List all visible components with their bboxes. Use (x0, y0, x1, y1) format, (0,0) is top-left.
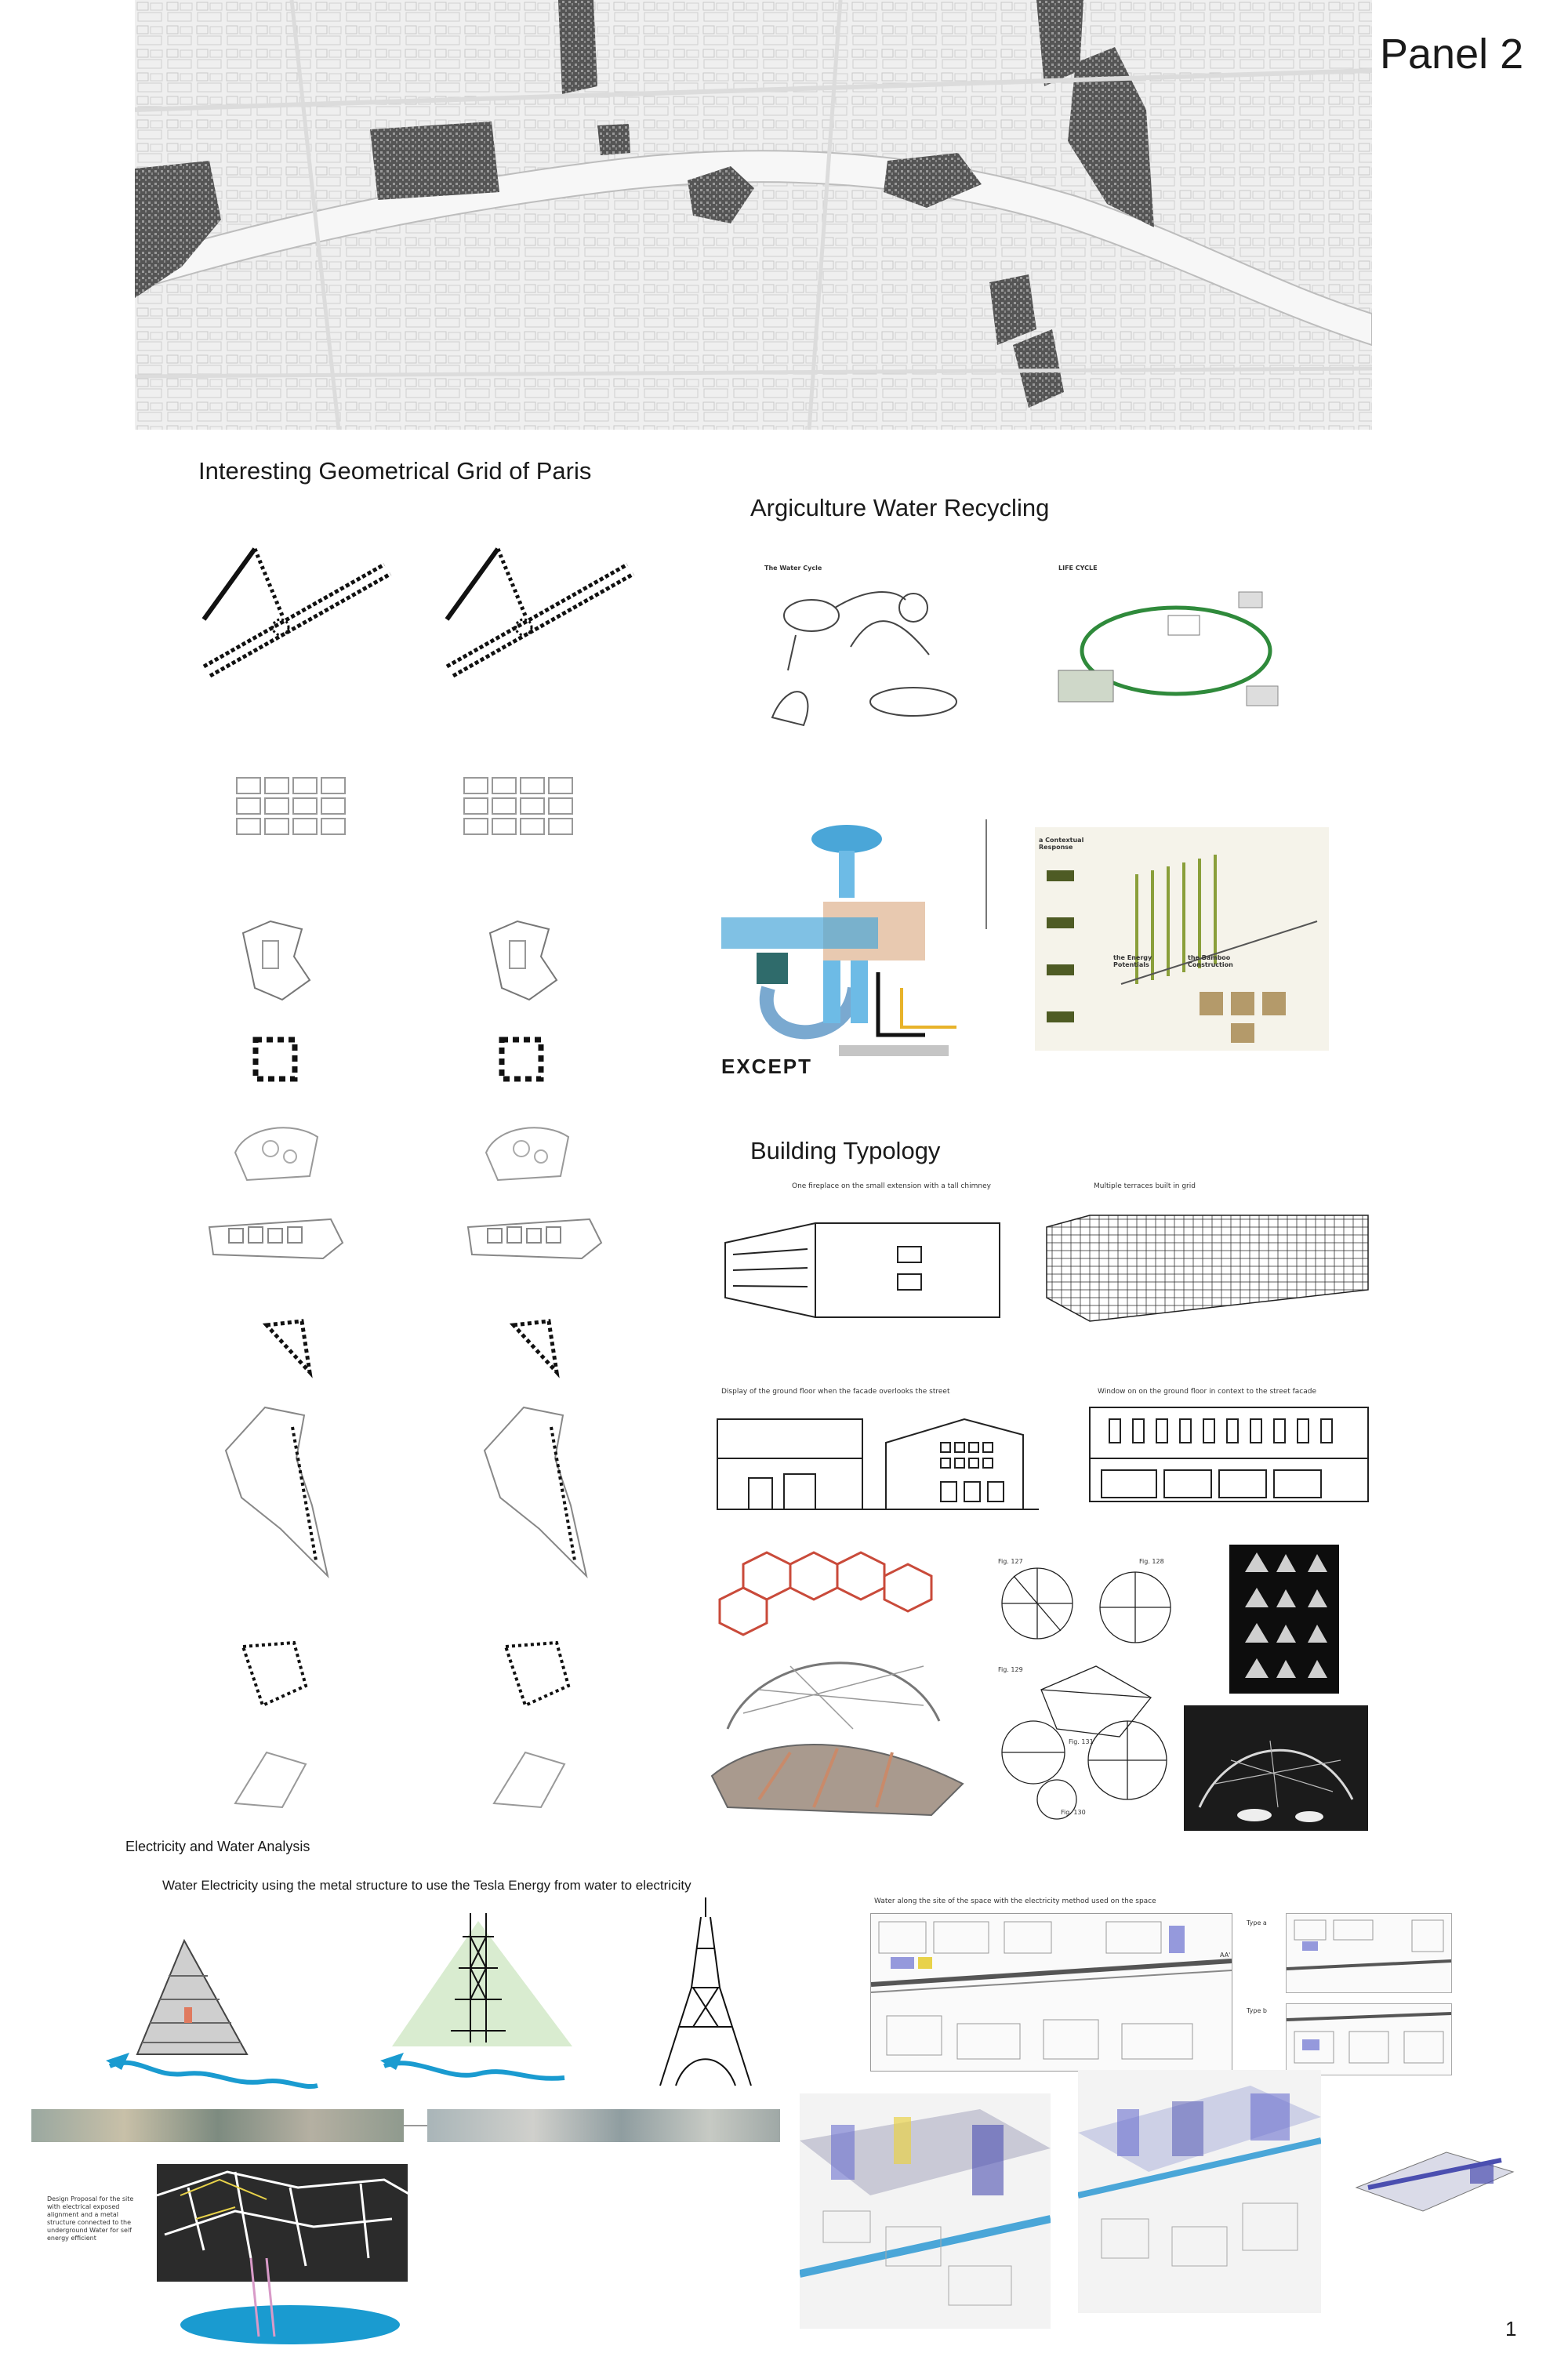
site-render-2 (1078, 2070, 1321, 2313)
site-render-2-drawing (1078, 2070, 1321, 2313)
dome-sketches-drawing (994, 1556, 1178, 1823)
electricity-title: Electricity and Water Analysis (125, 1839, 310, 1854)
street-photo-strip-right (427, 2109, 780, 2142)
grid-diagram-triangle-right (510, 1317, 564, 1380)
grid-diagram-outline-right (486, 917, 564, 1004)
except-logo: EXCEPT (721, 1055, 813, 1078)
site-plan-type-a (1286, 1913, 1452, 1993)
pyramid-diagram (106, 1921, 357, 2101)
design-proposal-figure (31, 2164, 447, 2352)
site-render-1 (800, 2093, 1051, 2329)
grid-diagram-square-right (495, 1033, 550, 1088)
section-mark: AA' (1220, 1952, 1231, 1959)
site-render-3-drawing (1352, 2144, 1517, 2215)
grid-diagram-long-left (218, 1403, 351, 1584)
dome-photo (1184, 1705, 1368, 1831)
green-pyramid-tower (376, 1905, 627, 2086)
site-caption: Water along the site of the space with the electricity method used on the space (874, 1897, 1156, 1905)
grid-diagram-fan-left (227, 1748, 314, 1811)
water-cycle-drawing (757, 561, 968, 733)
grid-diagram-blocks-left (235, 776, 353, 839)
strip-connector (404, 2125, 427, 2126)
type-a-label: Type a (1247, 1919, 1267, 1926)
typology-caption-c: Display of the ground floor when the facade overlooks the street (721, 1388, 950, 1396)
life-cycle-title: LIFE CYCLE (1058, 565, 1098, 572)
grid-diagram-row-left (205, 1211, 347, 1266)
fig-label-128: Fig. 128 (1139, 1558, 1164, 1565)
bamboo-label-context: a Contextual Response (1039, 837, 1084, 851)
grid-diagram-square-left (249, 1033, 304, 1088)
grid-diagram-row-right (464, 1211, 605, 1266)
dark-model-grid (1229, 1545, 1339, 1694)
dark-model-grid-drawing (1229, 1545, 1339, 1694)
site-render-1-drawing (800, 2093, 1051, 2329)
eiffel-tower-drawing (644, 1894, 770, 2090)
fig-label-130: Fig. 130 (1061, 1809, 1086, 1816)
typology-caption-a: One fireplace on the small extension with a tall chimney (792, 1182, 991, 1190)
bamboo-drawing (1035, 827, 1329, 1051)
divider-line (985, 819, 987, 929)
grid-diagram-cluster-left (231, 1121, 325, 1184)
fig-label-131: Fig. 131 (1069, 1738, 1094, 1745)
grid-diagram-axis-right (439, 541, 690, 682)
grid-diagram-long-right (477, 1403, 610, 1584)
grid-diagram-axis-left (196, 541, 447, 682)
life-cycle-figure (1051, 561, 1294, 733)
page-number: 1 (1505, 2317, 1517, 2340)
street-photo-strip-left (31, 2109, 404, 2142)
life-cycle-drawing (1051, 561, 1294, 733)
typology-hex-structure (696, 1541, 994, 1839)
typology-building-b (1043, 1211, 1372, 1329)
water-system-diagram (721, 815, 980, 1082)
panel-title: Panel 2 (1380, 31, 1524, 78)
grid-diagram-corner-left (239, 1639, 318, 1709)
electricity-subtitle: Water Electricity using the metal structure to use the Tesla Energy from water to electricity (162, 1878, 691, 1893)
grid-diagram-fan-right (486, 1748, 572, 1811)
site-render-3 (1352, 2144, 1517, 2215)
fig-label-129: Fig. 129 (998, 1666, 1023, 1673)
water-cycle-title: The Water Cycle (764, 565, 822, 572)
site-plan-main-drawing (871, 1914, 1232, 2071)
typology-caption-d: Window on on the ground floor in context to the street facade (1098, 1388, 1317, 1396)
typology-building-c (713, 1403, 1043, 1513)
dome-sketches (994, 1556, 1178, 1823)
bamboo-figure (1035, 827, 1329, 1051)
typology-title: Building Typology (750, 1137, 941, 1164)
site-plan-type-a-drawing (1287, 1914, 1451, 1992)
paris-map (135, 0, 1372, 430)
fig-label-127: Fig. 127 (998, 1558, 1023, 1565)
water-recycling-title: Argiculture Water Recycling (750, 494, 1050, 521)
typology-caption-b: Multiple terraces built in grid (1094, 1182, 1196, 1190)
typology-building-a (721, 1219, 1004, 1321)
bamboo-label-construction: the Bamboo Construction (1188, 954, 1233, 968)
site-plan-type-b-drawing (1287, 2004, 1451, 2075)
site-plan-main (870, 1913, 1232, 2072)
typology-building-d (1086, 1403, 1376, 1505)
type-b-label: Type b (1247, 2007, 1267, 2014)
grid-diagram-outline-left (239, 917, 318, 1004)
water-cycle-figure (757, 561, 968, 733)
grid-diagram-corner-right (502, 1639, 580, 1709)
design-proposal-drawing (31, 2164, 447, 2352)
map-drawing (135, 0, 1372, 430)
dome-photo-drawing (1184, 1705, 1368, 1831)
grid-diagram-blocks-right (463, 776, 580, 839)
bamboo-label-energy: the Energy Potentials (1113, 954, 1152, 968)
design-note: Design Proposal for the site with electrical exposed alignment and a metal structure connected to the underground Water for self energy efficient (47, 2195, 134, 2242)
grid-diagram-triangle-left (263, 1317, 318, 1380)
grid-diagram-cluster-right (482, 1121, 576, 1184)
site-plan-type-b (1286, 2003, 1452, 2075)
water-system-drawing (721, 815, 980, 1082)
grid-section-title: Interesting Geometrical Grid of Paris (198, 457, 592, 485)
